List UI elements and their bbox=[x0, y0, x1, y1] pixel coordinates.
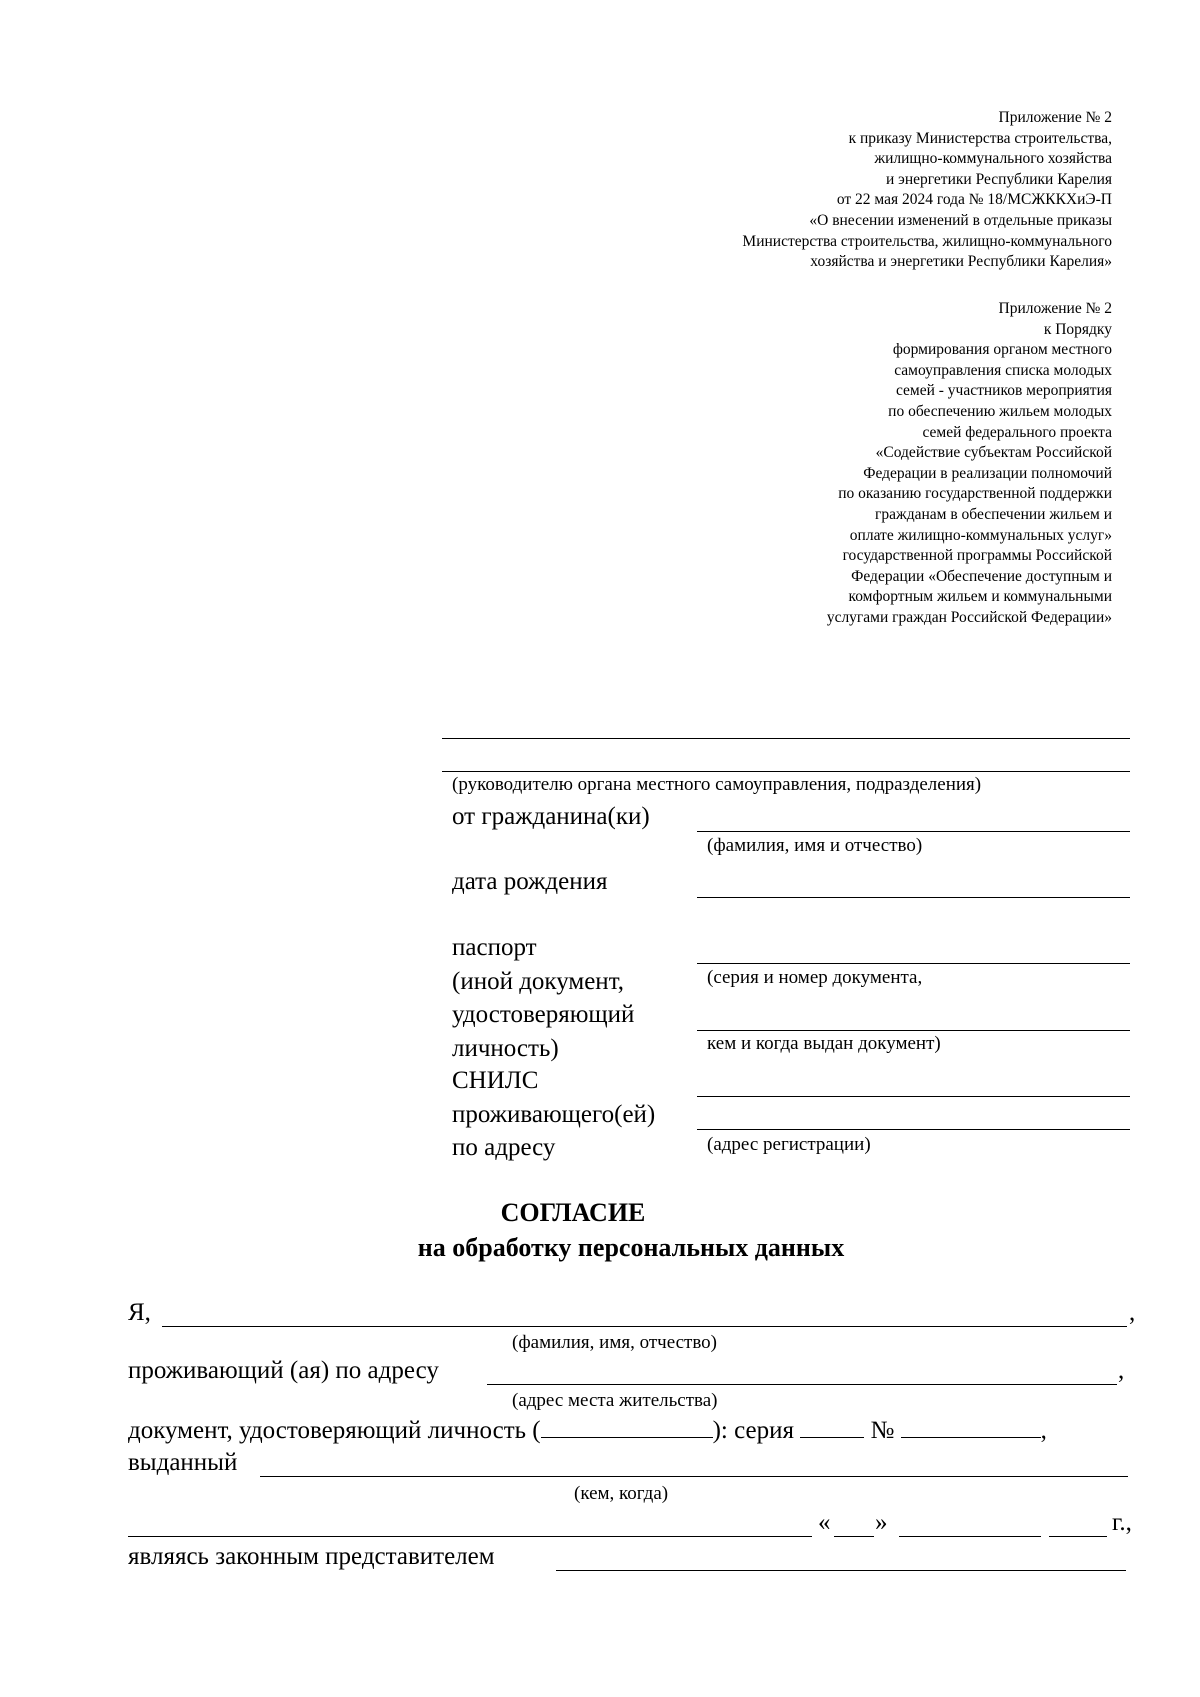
header-line: «Содействие субъектам Российской bbox=[875, 444, 1112, 462]
fio-field[interactable] bbox=[697, 831, 1130, 832]
date-quote-close: » bbox=[875, 1509, 888, 1536]
header-line: самоуправления списка молодых bbox=[894, 361, 1112, 379]
passport-field-1[interactable] bbox=[697, 963, 1130, 964]
header-line: и энергетики Республики Карелия bbox=[886, 170, 1112, 188]
year-suffix: г., bbox=[1112, 1509, 1132, 1536]
header-line: к Порядку bbox=[1043, 320, 1112, 338]
header-line: Федерации «Обеспечение доступным и bbox=[851, 567, 1112, 585]
i-label: Я, bbox=[128, 1299, 151, 1326]
body-address-field[interactable] bbox=[487, 1384, 1117, 1385]
header-line: жилищно-коммунального хозяйства bbox=[874, 150, 1112, 168]
issued-caption: (кем, когда) bbox=[574, 1483, 669, 1504]
doc-row bbox=[128, 1415, 1047, 1446]
header-line: государственной программы Российской bbox=[842, 547, 1112, 565]
living-row-label: проживающий (ая) по адресу bbox=[128, 1357, 439, 1384]
doc-series-label: ): серия bbox=[712, 1417, 795, 1444]
addressee-line-1[interactable] bbox=[442, 738, 1130, 739]
consent-subtitle: на обработку персональных данных bbox=[417, 1233, 845, 1262]
doc-caption-series: (серия и номер документа, bbox=[707, 967, 923, 988]
living-label: проживающего(ей) bbox=[452, 1101, 656, 1128]
header-line: комфортным жильем и коммунальными bbox=[848, 588, 1112, 606]
header-line: семей федерального проекта bbox=[922, 423, 1112, 441]
appendix-header-procedure bbox=[552, 299, 1112, 629]
header-line: Министерства строительства, жилищно-коммунального bbox=[742, 232, 1112, 250]
addressee-line-2[interactable] bbox=[442, 771, 1130, 772]
header-line: семей - участников мероприятия bbox=[895, 382, 1112, 400]
snils-label: СНИЛС bbox=[452, 1067, 539, 1094]
issued-continuation-field[interactable] bbox=[128, 1536, 812, 1537]
year-field[interactable] bbox=[1049, 1536, 1107, 1537]
header-line: к приказу Министерства строительства, bbox=[848, 129, 1112, 147]
doc-type-field[interactable] bbox=[541, 1415, 713, 1438]
number-sign: № bbox=[870, 1417, 895, 1444]
header-line: Приложение № 2 bbox=[998, 109, 1112, 126]
consent-title: СОГЛАСИЕ bbox=[500, 1198, 646, 1227]
issued-field[interactable] bbox=[260, 1476, 1128, 1477]
passport-label-identity: личность) bbox=[452, 1035, 559, 1062]
address-caption: (адрес регистрации) bbox=[707, 1134, 871, 1155]
passport-label: паспорт bbox=[452, 934, 537, 961]
birth-date-field[interactable] bbox=[697, 897, 1130, 898]
header-line: от 22 мая 2024 года № 18/МСЖККХиЭ-П bbox=[836, 191, 1112, 209]
body-address-caption: (адрес места жительства) bbox=[512, 1390, 718, 1411]
address-label: по адресу bbox=[452, 1134, 556, 1161]
doc-caption-issued: кем и когда выдан документ) bbox=[707, 1033, 941, 1054]
birth-date-label: дата рождения bbox=[452, 868, 608, 895]
body-fio-field[interactable] bbox=[162, 1326, 1127, 1327]
doc-label: документ, удостоверяющий личность ( bbox=[128, 1417, 541, 1444]
number-field[interactable] bbox=[901, 1415, 1041, 1438]
header-line: по оказанию государственной поддержки bbox=[838, 485, 1112, 503]
body-fio-caption: (фамилия, имя, отчество) bbox=[512, 1332, 718, 1353]
appendix-header-order bbox=[552, 108, 1112, 273]
header-line: формирования органом местного bbox=[892, 341, 1112, 359]
header-line: Федерации в реализации полномочий bbox=[863, 464, 1112, 482]
passport-label-other-doc: (иной документ, bbox=[452, 968, 624, 995]
issued-row-label: выданный bbox=[128, 1449, 238, 1476]
representative-field[interactable] bbox=[556, 1570, 1126, 1571]
i-comma: , bbox=[1129, 1299, 1136, 1326]
header-line: гражданам в обеспечении жильем и bbox=[875, 505, 1112, 523]
fio-caption: (фамилия, имя и отчество) bbox=[707, 835, 923, 856]
header-line: услугами граждан Российской Федерации» bbox=[826, 608, 1112, 626]
header-line: Приложение № 2 bbox=[998, 300, 1112, 317]
from-citizen-label: от гражданина(ки) bbox=[452, 803, 650, 830]
month-field[interactable] bbox=[899, 1536, 1041, 1537]
passport-label-certifying: удостоверяющий bbox=[452, 1001, 635, 1028]
doc-comma: , bbox=[1040, 1417, 1047, 1444]
day-field[interactable] bbox=[834, 1536, 874, 1537]
snils-field[interactable] bbox=[697, 1096, 1130, 1097]
head-caption: (руководителю органа местного самоуправления, подразделения) bbox=[452, 774, 982, 795]
date-quote-open: « bbox=[818, 1509, 831, 1536]
series-field[interactable] bbox=[800, 1415, 864, 1438]
header-line: оплате жилищно-коммунальных услуг» bbox=[849, 526, 1112, 544]
header-line: по обеспечению жильем молодых bbox=[888, 402, 1112, 420]
rep-label: являясь законным представителем bbox=[128, 1543, 495, 1570]
i-row bbox=[128, 1298, 151, 1328]
header-line: «О внесении изменений в отдельные приказы bbox=[809, 211, 1112, 229]
passport-field-2[interactable] bbox=[697, 1030, 1130, 1031]
header-line: хозяйства и энергетики Республики Карелия» bbox=[810, 253, 1112, 271]
address-field[interactable] bbox=[697, 1129, 1130, 1130]
living-comma: , bbox=[1118, 1357, 1125, 1384]
